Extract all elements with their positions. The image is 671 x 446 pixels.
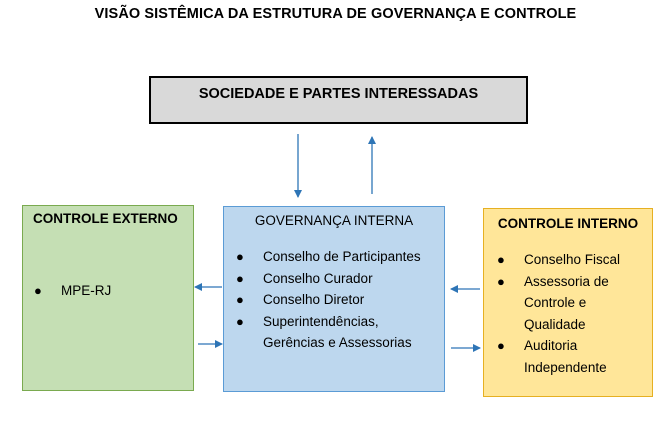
list-item-label: Conselho de Participantes [263, 249, 421, 264]
list-item-label: Conselho Curador [263, 270, 373, 286]
list-item-label: Auditoria Independente [524, 338, 607, 375]
bullet-icon: ● [236, 313, 244, 329]
external-control-heading: CONTROLE EXTERNO [33, 211, 178, 226]
internal-governance-heading: GOVERNANÇA INTERNA [254, 213, 414, 228]
list-item-label: Assessoria de Controle e Qualidade [524, 273, 609, 332]
list-item-label: Conselho Diretor [263, 292, 365, 307]
bullet-icon: ● [236, 292, 244, 307]
bullet-icon: ● [236, 270, 244, 286]
internal-control-heading: CONTROLE INTERNO [497, 216, 639, 231]
bullet-icon: ● [34, 283, 42, 298]
diagram-title: VISÃO SISTÊMICA DA ESTRUTURA DE GOVERNANÇA E CONTROLE [94, 6, 577, 22]
bullet-icon: ● [497, 273, 505, 289]
list-item-label: Superintendências, Gerências e Assessorias [263, 313, 412, 350]
bullet-icon: ● [236, 249, 244, 264]
society-label: SOCIEDADE E PARTES INTERESSADAS [198, 86, 479, 102]
bullet-icon: ● [497, 338, 505, 353]
list-item-label: Conselho Fiscal [524, 252, 621, 267]
list-item-label: MPE-RJ [61, 283, 112, 298]
bullet-icon: ● [497, 252, 505, 267]
